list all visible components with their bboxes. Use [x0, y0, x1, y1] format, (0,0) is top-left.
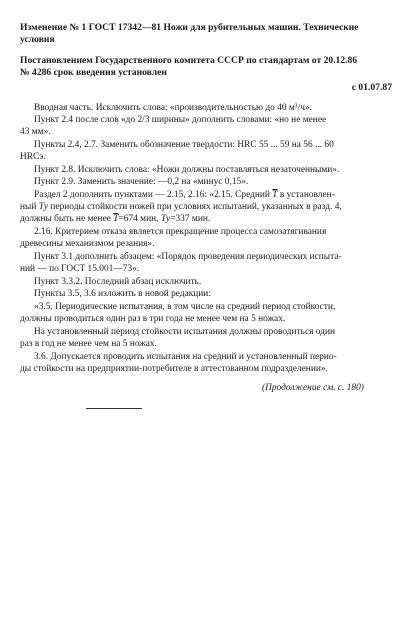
para-2-4: Пункт 2.4 после слов «до 2/3 ширины» дополнить словами: «но не менее	[34, 115, 327, 125]
para-2-4-cont: 43 мм».	[20, 127, 51, 137]
set-life-symbol: Tу	[38, 202, 49, 212]
para-3-3-2: Пункт 3.3.2. Последний абзац исключить.	[34, 277, 202, 287]
para-3-5-cont: должны проводиться один раз в три года не менее чем на 5 ножах.	[20, 314, 286, 324]
text-run: должны быть не менее	[20, 214, 111, 224]
para-hardness-cont: HRCэ.	[20, 152, 46, 162]
para-3-6: 3.6. Допускается проводить испытания на средний и установленный перио-	[34, 352, 337, 362]
divider-line	[86, 408, 142, 409]
change-title	[20, 22, 392, 46]
resolution-line-1: Постановлением Государственного комитета СССР по стандартам от 20.12.86	[20, 55, 358, 66]
text-run: периоды стойкости ножей при условиях испытаний, указанных в разд. 4,	[50, 202, 342, 212]
para-hardness: Пункты 2.4, 2.7. Заменить обозначение твердости: HRC 55 ... 59 на 56 ... 60	[34, 140, 334, 150]
text-run: ный	[20, 202, 37, 212]
text-run: Раздел 2 дополнить пунктами — 2.15, 2.16: «2.15. Средний	[34, 190, 270, 200]
mean-life-symbol: $\overline{T}$	[113, 214, 119, 224]
para-3-6-cont: ды стойкости на предприятии-потребителе в аттестованном подразделении».	[20, 364, 328, 374]
para-2-8: Пункт 2.8. Исключить слова: «Ножи должны поставляться незаточенными».	[34, 165, 340, 175]
para-3-1-cont: ний — по ГОСТ 15.001—73».	[20, 264, 140, 274]
para-3-5-b-cont: раз в год не менее чем на 5 ножах.	[20, 339, 157, 349]
para-3-1: Пункт 3.1 дополнить абзацем: «Порядок проведения периодических испыта-	[34, 252, 342, 262]
text-run: в установлен-	[279, 190, 335, 200]
para-section-2-line-3	[20, 213, 210, 225]
para-2-9: Пункт 2.9. Заменить значение: —0,2 на «минус 0,15».	[34, 177, 249, 187]
para-section-2-line-2	[20, 201, 342, 213]
text-run: =337 мин.	[170, 214, 211, 224]
title-line-1: Изменение № 1 ГОСТ 17342—81 Ножи для рубительных машин. Технические	[20, 22, 359, 33]
para-3-5-3-6: Пункты 3.5, 3.6 изложить в новой редакции:	[34, 289, 211, 299]
resolution-block	[20, 55, 392, 79]
para-3-5-b: На установленный период стойкости испытания должны проводиться один	[34, 327, 335, 337]
title-line-2: условия	[20, 34, 55, 45]
para-intro: Вводная часть. Исключить слова: «производительностью до 40 м³/ч».	[34, 103, 312, 113]
effective-date: с 01.07.87	[351, 82, 392, 93]
para-section-2-line-1	[34, 189, 335, 201]
para-3-5: «3.5. Периодические испытания, в том числе на средний период стойкости,	[34, 302, 336, 312]
resolution-line-2: № 4286 срок введения установлен	[20, 67, 167, 78]
mean-life-symbol: $\overline{T}$	[272, 190, 278, 200]
para-2-16: 2.16. Критерием отказа является прекращение процесса самозатягивания	[34, 227, 327, 237]
para-2-16-cont: древесины механизмом резания».	[20, 239, 155, 249]
text-run: =674 мин,	[118, 214, 159, 224]
set-life-symbol: Tу	[160, 214, 171, 224]
continued-note: (Продолжение см. с. 180)	[262, 383, 364, 393]
